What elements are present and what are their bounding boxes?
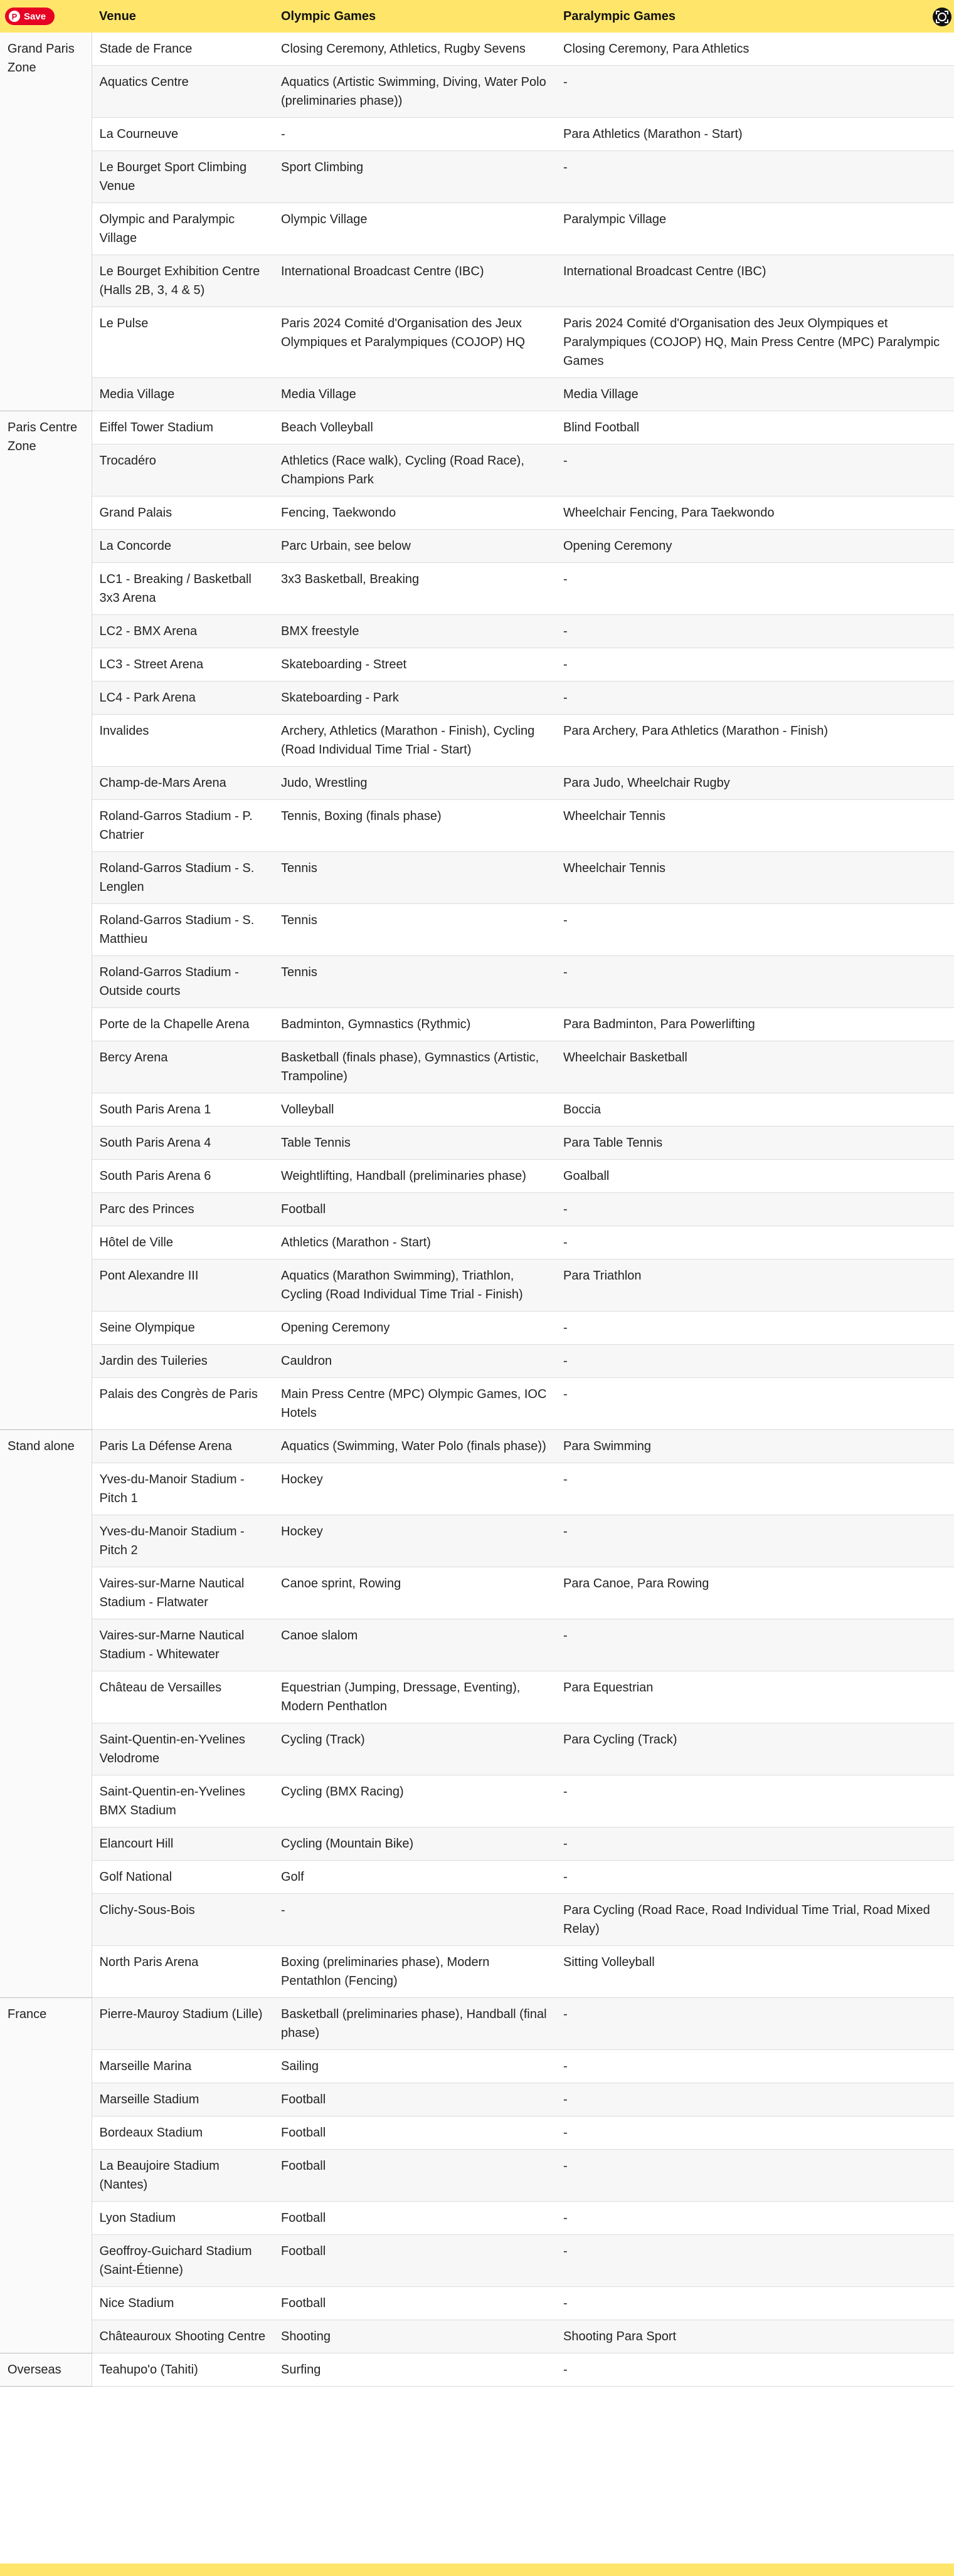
table-row: [0, 1127, 954, 1160]
venue-cell: LC4 - Park Arena: [92, 681, 273, 715]
paralympic-cell: Para Athletics (Marathon - Start): [556, 118, 954, 151]
table-row: [0, 1378, 954, 1430]
paralympic-cell: Wheelchair Basketball: [556, 1041, 954, 1093]
paralympic-cell: -: [556, 1515, 954, 1567]
paralympic-cell: -: [556, 1998, 954, 2050]
table-row: [0, 151, 954, 203]
olympic-cell: Main Press Centre (MPC) Olympic Games, IOC Hotels: [273, 1378, 556, 1430]
table-row: [0, 118, 954, 151]
table-row: [0, 1827, 954, 1861]
olympic-cell: Golf: [273, 1861, 556, 1894]
venue-cell: Marseille Stadium: [92, 2083, 273, 2116]
olympic-cell: Cycling (Mountain Bike): [273, 1827, 556, 1861]
venue-cell: La Beaujoire Stadium (Nantes): [92, 2150, 273, 2202]
venue-cell: Saint-Quentin-en-Yvelines Velodrome: [92, 1723, 273, 1775]
table-row: [0, 2235, 954, 2287]
venue-cell: Paris La Défense Arena: [92, 1430, 273, 1463]
paralympic-cell: -: [556, 1619, 954, 1671]
paralympic-cell: Shooting Para Sport: [556, 2320, 954, 2353]
venue-cell: Stade de France: [92, 33, 273, 66]
table-row: [0, 767, 954, 800]
olympic-cell: Football: [273, 2235, 556, 2287]
venue-cell: LC1 - Breaking / Basketball 3x3 Arena: [92, 563, 273, 615]
paralympic-cell: Opening Ceremony: [556, 530, 954, 563]
olympic-cell: Aquatics (Artistic Swimming, Diving, Water Polo (preliminaries phase)): [273, 66, 556, 118]
olympic-cell: Cycling (Track): [273, 1723, 556, 1775]
venue-cell: Teahupo'o (Tahiti): [92, 2353, 273, 2387]
olympic-cell: Weightlifting, Handball (preliminaries phase): [273, 1160, 556, 1193]
venue-cell: Roland-Garros Stadium - P. Chatrier: [92, 800, 273, 852]
save-button[interactable]: [5, 8, 55, 25]
venue-cell: Vaires-sur-Marne Nautical Stadium - Whitewater: [92, 1619, 273, 1671]
venue-cell: Le Pulse: [92, 307, 273, 378]
venue-cell: Roland-Garros Stadium - S. Matthieu: [92, 904, 273, 956]
paralympic-cell: -: [556, 151, 954, 203]
table-row: [0, 1041, 954, 1093]
olympic-cell: Athletics (Marathon - Start): [273, 1226, 556, 1259]
olympic-cell: Skateboarding - Park: [273, 681, 556, 715]
venue-cell: Invalides: [92, 715, 273, 767]
olympic-cell: Hockey: [273, 1463, 556, 1515]
venue-cell: Elancourt Hill: [92, 1827, 273, 1861]
table-row: [0, 615, 954, 648]
venue-cell: Roland-Garros Stadium - S. Lenglen: [92, 852, 273, 904]
venue-cell: Yves-du-Manoir Stadium - Pitch 1: [92, 1463, 273, 1515]
olympic-cell: Table Tennis: [273, 1127, 556, 1160]
paralympic-cell: -: [556, 2202, 954, 2235]
paralympic-cell: Para Archery, Para Athletics (Marathon - Finish): [556, 715, 954, 767]
paralympic-cell: -: [556, 1226, 954, 1259]
paralympic-cell: Goalball: [556, 1160, 954, 1193]
paralympic-cell: -: [556, 2050, 954, 2083]
paralympic-cell: -: [556, 956, 954, 1008]
table-row: [0, 1723, 954, 1775]
olympic-cell: Parc Urbain, see below: [273, 530, 556, 563]
table-row: [0, 852, 954, 904]
table-row: [0, 1567, 954, 1619]
venue-cell: Geoffroy-Guichard Stadium (Saint-Étienne): [92, 2235, 273, 2287]
venue-cell: Golf National: [92, 1861, 273, 1894]
table-row: [0, 1093, 954, 1127]
olympic-cell: Football: [273, 1193, 556, 1226]
table-row: [0, 1160, 954, 1193]
olympic-cell: -: [273, 1894, 556, 1946]
paralympic-cell: Para Cycling (Road Race, Road Individual Time Trial, Road Mixed Relay): [556, 1894, 954, 1946]
olympic-cell: Sport Climbing: [273, 151, 556, 203]
paralympic-cell: Paris 2024 Comité d'Organisation des Jeux Olympiques et Paralympiques (COJOP) HQ, Main Press Centre (MPC) Paralympic Games: [556, 307, 954, 378]
venue-cell: South Paris Arena 6: [92, 1160, 273, 1193]
olympic-cell: Tennis: [273, 852, 556, 904]
olympic-cell: Football: [273, 2083, 556, 2116]
paralympic-cell: -: [556, 563, 954, 615]
paralympic-cell: -: [556, 2235, 954, 2287]
olympic-cell: -: [273, 118, 556, 151]
venue-cell: Pierre-Mauroy Stadium (Lille): [92, 1998, 273, 2050]
table-row: [0, 411, 954, 444]
table-row: [0, 1861, 954, 1894]
venue-cell: Trocadéro: [92, 444, 273, 497]
venue-cell: Châteauroux Shooting Centre: [92, 2320, 273, 2353]
olympic-cell: Canoe sprint, Rowing: [273, 1567, 556, 1619]
olympic-cell: Skateboarding - Street: [273, 648, 556, 681]
table-row: [0, 2150, 954, 2202]
paralympic-cell: Wheelchair Tennis: [556, 800, 954, 852]
table-row: [0, 1998, 954, 2050]
venue-cell: Yves-du-Manoir Stadium - Pitch 2: [92, 1515, 273, 1567]
venue-cell: Hôtel de Ville: [92, 1226, 273, 1259]
venue-cell: Marseille Marina: [92, 2050, 273, 2083]
paralympic-cell: -: [556, 1312, 954, 1345]
paralympic-cell: -: [556, 648, 954, 681]
paralympic-cell: -: [556, 681, 954, 715]
olympic-cell: Tennis, Boxing (finals phase): [273, 800, 556, 852]
table-body: [0, 33, 954, 2387]
olympic-cell: Badminton, Gymnastics (Rythmic): [273, 1008, 556, 1041]
venue-cell: Aquatics Centre: [92, 66, 273, 118]
venue-column-header: Venue: [92, 0, 273, 33]
table-row: [0, 497, 954, 530]
venue-cell: Champ-de-Mars Arena: [92, 767, 273, 800]
table-row: [0, 1463, 954, 1515]
olympic-cell: Cauldron: [273, 1345, 556, 1378]
olympic-cell: Closing Ceremony, Athletics, Rugby Sevens: [273, 33, 556, 66]
paralympic-cell: -: [556, 1345, 954, 1378]
table-row: [0, 2287, 954, 2320]
zone-cell: Overseas: [0, 2353, 92, 2387]
paralympic-cell: Para Swimming: [556, 1430, 954, 1463]
table-row: [0, 1226, 954, 1259]
visual-search-button[interactable]: [933, 8, 951, 26]
paralympic-cell: Sitting Volleyball: [556, 1946, 954, 1998]
table-row: [0, 255, 954, 307]
olympic-cell: Shooting: [273, 2320, 556, 2353]
table-row: [0, 66, 954, 118]
venue-cell: Roland-Garros Stadium - Outside courts: [92, 956, 273, 1008]
olympic-cell: Boxing (preliminaries phase), Modern Pentathlon (Fencing): [273, 1946, 556, 1998]
olympic-cell: International Broadcast Centre (IBC): [273, 255, 556, 307]
venue-cell: South Paris Arena 1: [92, 1093, 273, 1127]
venue-cell: Saint-Quentin-en-Yvelines BMX Stadium: [92, 1775, 273, 1827]
olympic-cell: Volleyball: [273, 1093, 556, 1127]
venue-cell: LC2 - BMX Arena: [92, 615, 273, 648]
table-row: [0, 800, 954, 852]
table-row: [0, 648, 954, 681]
table-row: [0, 1312, 954, 1345]
table-row: [0, 2050, 954, 2083]
olympic-cell: Hockey: [273, 1515, 556, 1567]
olympic-cell: Football: [273, 2116, 556, 2150]
paralympic-cell: -: [556, 615, 954, 648]
paralympic-cell: Para Equestrian: [556, 1671, 954, 1723]
table-row: [0, 2353, 954, 2387]
table-row: [0, 715, 954, 767]
table-row: [0, 1259, 954, 1312]
table-row: [0, 681, 954, 715]
olympic-cell: Sailing: [273, 2050, 556, 2083]
paralympic-cell: Para Canoe, Para Rowing: [556, 1567, 954, 1619]
paralympic-cell: Wheelchair Tennis: [556, 852, 954, 904]
venue-cell: La Courneuve: [92, 118, 273, 151]
venue-cell: Pont Alexandre III: [92, 1259, 273, 1312]
table-row: [0, 1775, 954, 1827]
zone-cell: Stand alone: [0, 1430, 92, 1998]
venue-cell: La Concorde: [92, 530, 273, 563]
table-row: [0, 2083, 954, 2116]
save-button-label: Save: [24, 11, 46, 22]
olympic-cell: Paris 2024 Comité d'Organisation des Jeux Olympiques et Paralympiques (COJOP) HQ: [273, 307, 556, 378]
paralympic-column-header: Paralympic Games: [556, 0, 954, 33]
venue-cell: Lyon Stadium: [92, 2202, 273, 2235]
table-row: [0, 1193, 954, 1226]
paralympic-cell: Blind Football: [556, 411, 954, 444]
olympic-cell: 3x3 Basketball, Breaking: [273, 563, 556, 615]
table-row: [0, 378, 954, 411]
olympic-cell: Opening Ceremony: [273, 1312, 556, 1345]
pin-icon: P: [9, 11, 20, 22]
zone-cell: Grand Paris Zone: [0, 33, 92, 411]
paralympic-cell: -: [556, 1861, 954, 1894]
paralympic-cell: -: [556, 1827, 954, 1861]
table-row: [0, 1430, 954, 1463]
table-header-row: [0, 0, 954, 33]
olympic-cell: Olympic Village: [273, 203, 556, 255]
table-row: [0, 1671, 954, 1723]
paralympic-cell: Para Badminton, Para Powerlifting: [556, 1008, 954, 1041]
table-row: [0, 904, 954, 956]
paralympic-cell: -: [556, 1193, 954, 1226]
venue-cell: Clichy-Sous-Bois: [92, 1894, 273, 1946]
paralympic-cell: Para Judo, Wheelchair Rugby: [556, 767, 954, 800]
paralympic-cell: Paralympic Village: [556, 203, 954, 255]
olympic-cell: Surfing: [273, 2353, 556, 2387]
venue-cell: Seine Olympique: [92, 1312, 273, 1345]
paralympic-cell: Boccia: [556, 1093, 954, 1127]
table-row: [0, 1894, 954, 1946]
table-row: [0, 956, 954, 1008]
zone-cell: France: [0, 1998, 92, 2353]
paralympic-cell: -: [556, 1775, 954, 1827]
olympic-cell: Fencing, Taekwondo: [273, 497, 556, 530]
venue-cell: Parc des Princes: [92, 1193, 273, 1226]
visual-search-icon: [935, 10, 949, 24]
venue-cell: Jardin des Tuileries: [92, 1345, 273, 1378]
table-row: [0, 530, 954, 563]
olympic-cell: Athletics (Race walk), Cycling (Road Race), Champions Park: [273, 444, 556, 497]
table-row: [0, 1008, 954, 1041]
paralympic-cell: -: [556, 1463, 954, 1515]
olympic-cell: Beach Volleyball: [273, 411, 556, 444]
venue-cell: Bercy Arena: [92, 1041, 273, 1093]
olympic-cell: Canoe slalom: [273, 1619, 556, 1671]
table-row: [0, 203, 954, 255]
venue-cell: Palais des Congrès de Paris: [92, 1378, 273, 1430]
table-row: [0, 1515, 954, 1567]
olympic-cell: Cycling (BMX Racing): [273, 1775, 556, 1827]
paralympic-cell: -: [556, 2083, 954, 2116]
venue-cell: Château de Versailles: [92, 1671, 273, 1723]
venue-cell: South Paris Arena 4: [92, 1127, 273, 1160]
paralympic-cell: Para Cycling (Track): [556, 1723, 954, 1775]
olympic-cell: Basketball (finals phase), Gymnastics (Artistic, Trampoline): [273, 1041, 556, 1093]
paralympic-cell: International Broadcast Centre (IBC): [556, 255, 954, 307]
venue-cell: Grand Palais: [92, 497, 273, 530]
table-row: [0, 2116, 954, 2150]
paralympic-cell: -: [556, 66, 954, 118]
table-row: [0, 2320, 954, 2353]
paralympic-cell: -: [556, 1378, 954, 1430]
table-row: [0, 1345, 954, 1378]
olympic-cell: Football: [273, 2287, 556, 2320]
venue-cell: Media Village: [92, 378, 273, 411]
paralympic-cell: -: [556, 2116, 954, 2150]
paralympic-cell: Para Table Tennis: [556, 1127, 954, 1160]
venue-cell: Bordeaux Stadium: [92, 2116, 273, 2150]
venue-cell: LC3 - Street Arena: [92, 648, 273, 681]
olympic-cell: Equestrian (Jumping, Dressage, Eventing), Modern Penthatlon: [273, 1671, 556, 1723]
table-row: [0, 1619, 954, 1671]
olympic-cell: Basketball (preliminaries phase), Handball (final phase): [273, 1998, 556, 2050]
venue-cell: Porte de la Chapelle Arena: [92, 1008, 273, 1041]
olympic-cell: Aquatics (Swimming, Water Polo (finals phase)): [273, 1430, 556, 1463]
olympic-cell: Media Village: [273, 378, 556, 411]
venue-cell: Vaires-sur-Marne Nautical Stadium - Flatwater: [92, 1567, 273, 1619]
paralympic-cell: -: [556, 2353, 954, 2387]
paralympic-cell: Closing Ceremony, Para Athletics: [556, 33, 954, 66]
venue-cell: Le Bourget Sport Climbing Venue: [92, 151, 273, 203]
venue-cell: North Paris Arena: [92, 1946, 273, 1998]
olympic-cell: Archery, Athletics (Marathon - Finish), Cycling (Road Individual Time Trial - Start): [273, 715, 556, 767]
venue-cell: Olympic and Paralympic Village: [92, 203, 273, 255]
olympic-cell: Football: [273, 2202, 556, 2235]
footer-bar: [0, 2563, 954, 2576]
olympic-column-header: Olympic Games: [273, 0, 556, 33]
table-row: [0, 307, 954, 378]
olympic-cell: Tennis: [273, 956, 556, 1008]
table-row: [0, 563, 954, 615]
paralympic-cell: Media Village: [556, 378, 954, 411]
paralympic-cell: Para Triathlon: [556, 1259, 954, 1312]
venue-cell: Eiffel Tower Stadium: [92, 411, 273, 444]
olympic-cell: Aquatics (Marathon Swimming), Triathlon, Cycling (Road Individual Time Trial - Finish): [273, 1259, 556, 1312]
table-row: [0, 33, 954, 66]
olympic-cell: Football: [273, 2150, 556, 2202]
paralympic-cell: -: [556, 444, 954, 497]
paralympic-cell: -: [556, 904, 954, 956]
paralympic-cell: -: [556, 2287, 954, 2320]
olympic-cell: Tennis: [273, 904, 556, 956]
venue-cell: Nice Stadium: [92, 2287, 273, 2320]
paralympic-cell: Wheelchair Fencing, Para Taekwondo: [556, 497, 954, 530]
table-row: [0, 2202, 954, 2235]
paralympic-cell: -: [556, 2150, 954, 2202]
venue-cell: Le Bourget Exhibition Centre (Halls 2B, 3, 4 & 5): [92, 255, 273, 307]
table-row: [0, 444, 954, 497]
table-row: [0, 1946, 954, 1998]
zone-cell: Paris Centre Zone: [0, 411, 92, 1430]
olympic-cell: BMX freestyle: [273, 615, 556, 648]
olympic-cell: Judo, Wrestling: [273, 767, 556, 800]
